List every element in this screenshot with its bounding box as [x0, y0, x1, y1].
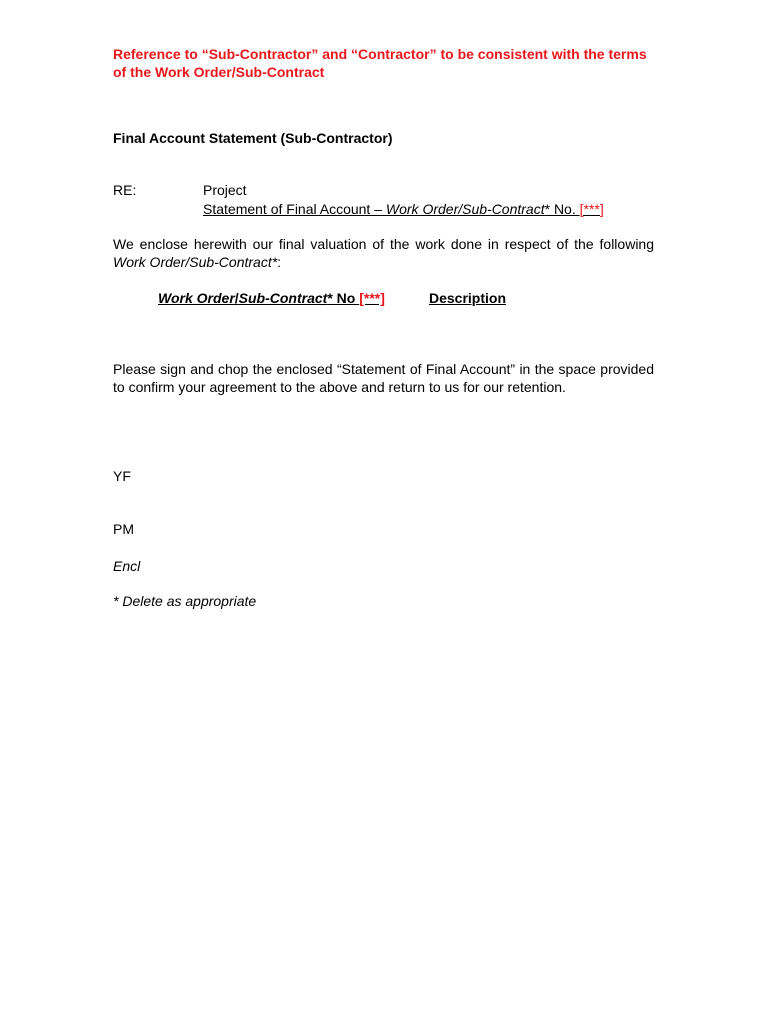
enclosure-label: Encl [113, 558, 141, 574]
yf-signoff: YF [113, 468, 131, 484]
sub-contract-italic: Sub-Contract [238, 290, 328, 306]
work-order-italic: Work Order [158, 290, 235, 306]
re-statement-suffix: * No. [544, 201, 580, 217]
work-order-column-header [158, 289, 385, 307]
enclose-end: : [277, 254, 282, 270]
document-title: Final Account Statement (Sub-Contractor) [113, 130, 393, 146]
enclose-paragraph [113, 235, 654, 271]
reference-note: Reference to “Sub-Contractor” and “Contractor” to be consistent with the terms of the Work Order/Sub-Contract [113, 46, 647, 80]
work-order-suffix: * No [327, 290, 360, 306]
enclose-text: We enclose herewith our final valuation of the work done in respect of the following [113, 236, 654, 252]
re-label: RE: [113, 182, 137, 198]
work-order-placeholder: [***] [359, 290, 385, 306]
re-project: Project [203, 182, 247, 198]
pm-signoff: PM [113, 521, 134, 537]
enclose-italic: Work Order/Sub-Contract* [113, 254, 278, 270]
work-order-slash: / [234, 290, 239, 306]
re-statement-italic: Work Order/Sub-Contract [385, 201, 545, 217]
delete-note: * Delete as appropriate [113, 593, 257, 609]
re-statement-prefix: Statement of Final Account – [203, 201, 386, 217]
re-statement [203, 200, 604, 218]
description-column-header: Description [429, 290, 507, 306]
re-statement-placeholder: [***] [579, 201, 604, 217]
sign-paragraph: Please sign and chop the enclosed “Statement of Final Account” in the space provided to confirm your agreement to the above and return to us for our retention. [113, 361, 654, 395]
